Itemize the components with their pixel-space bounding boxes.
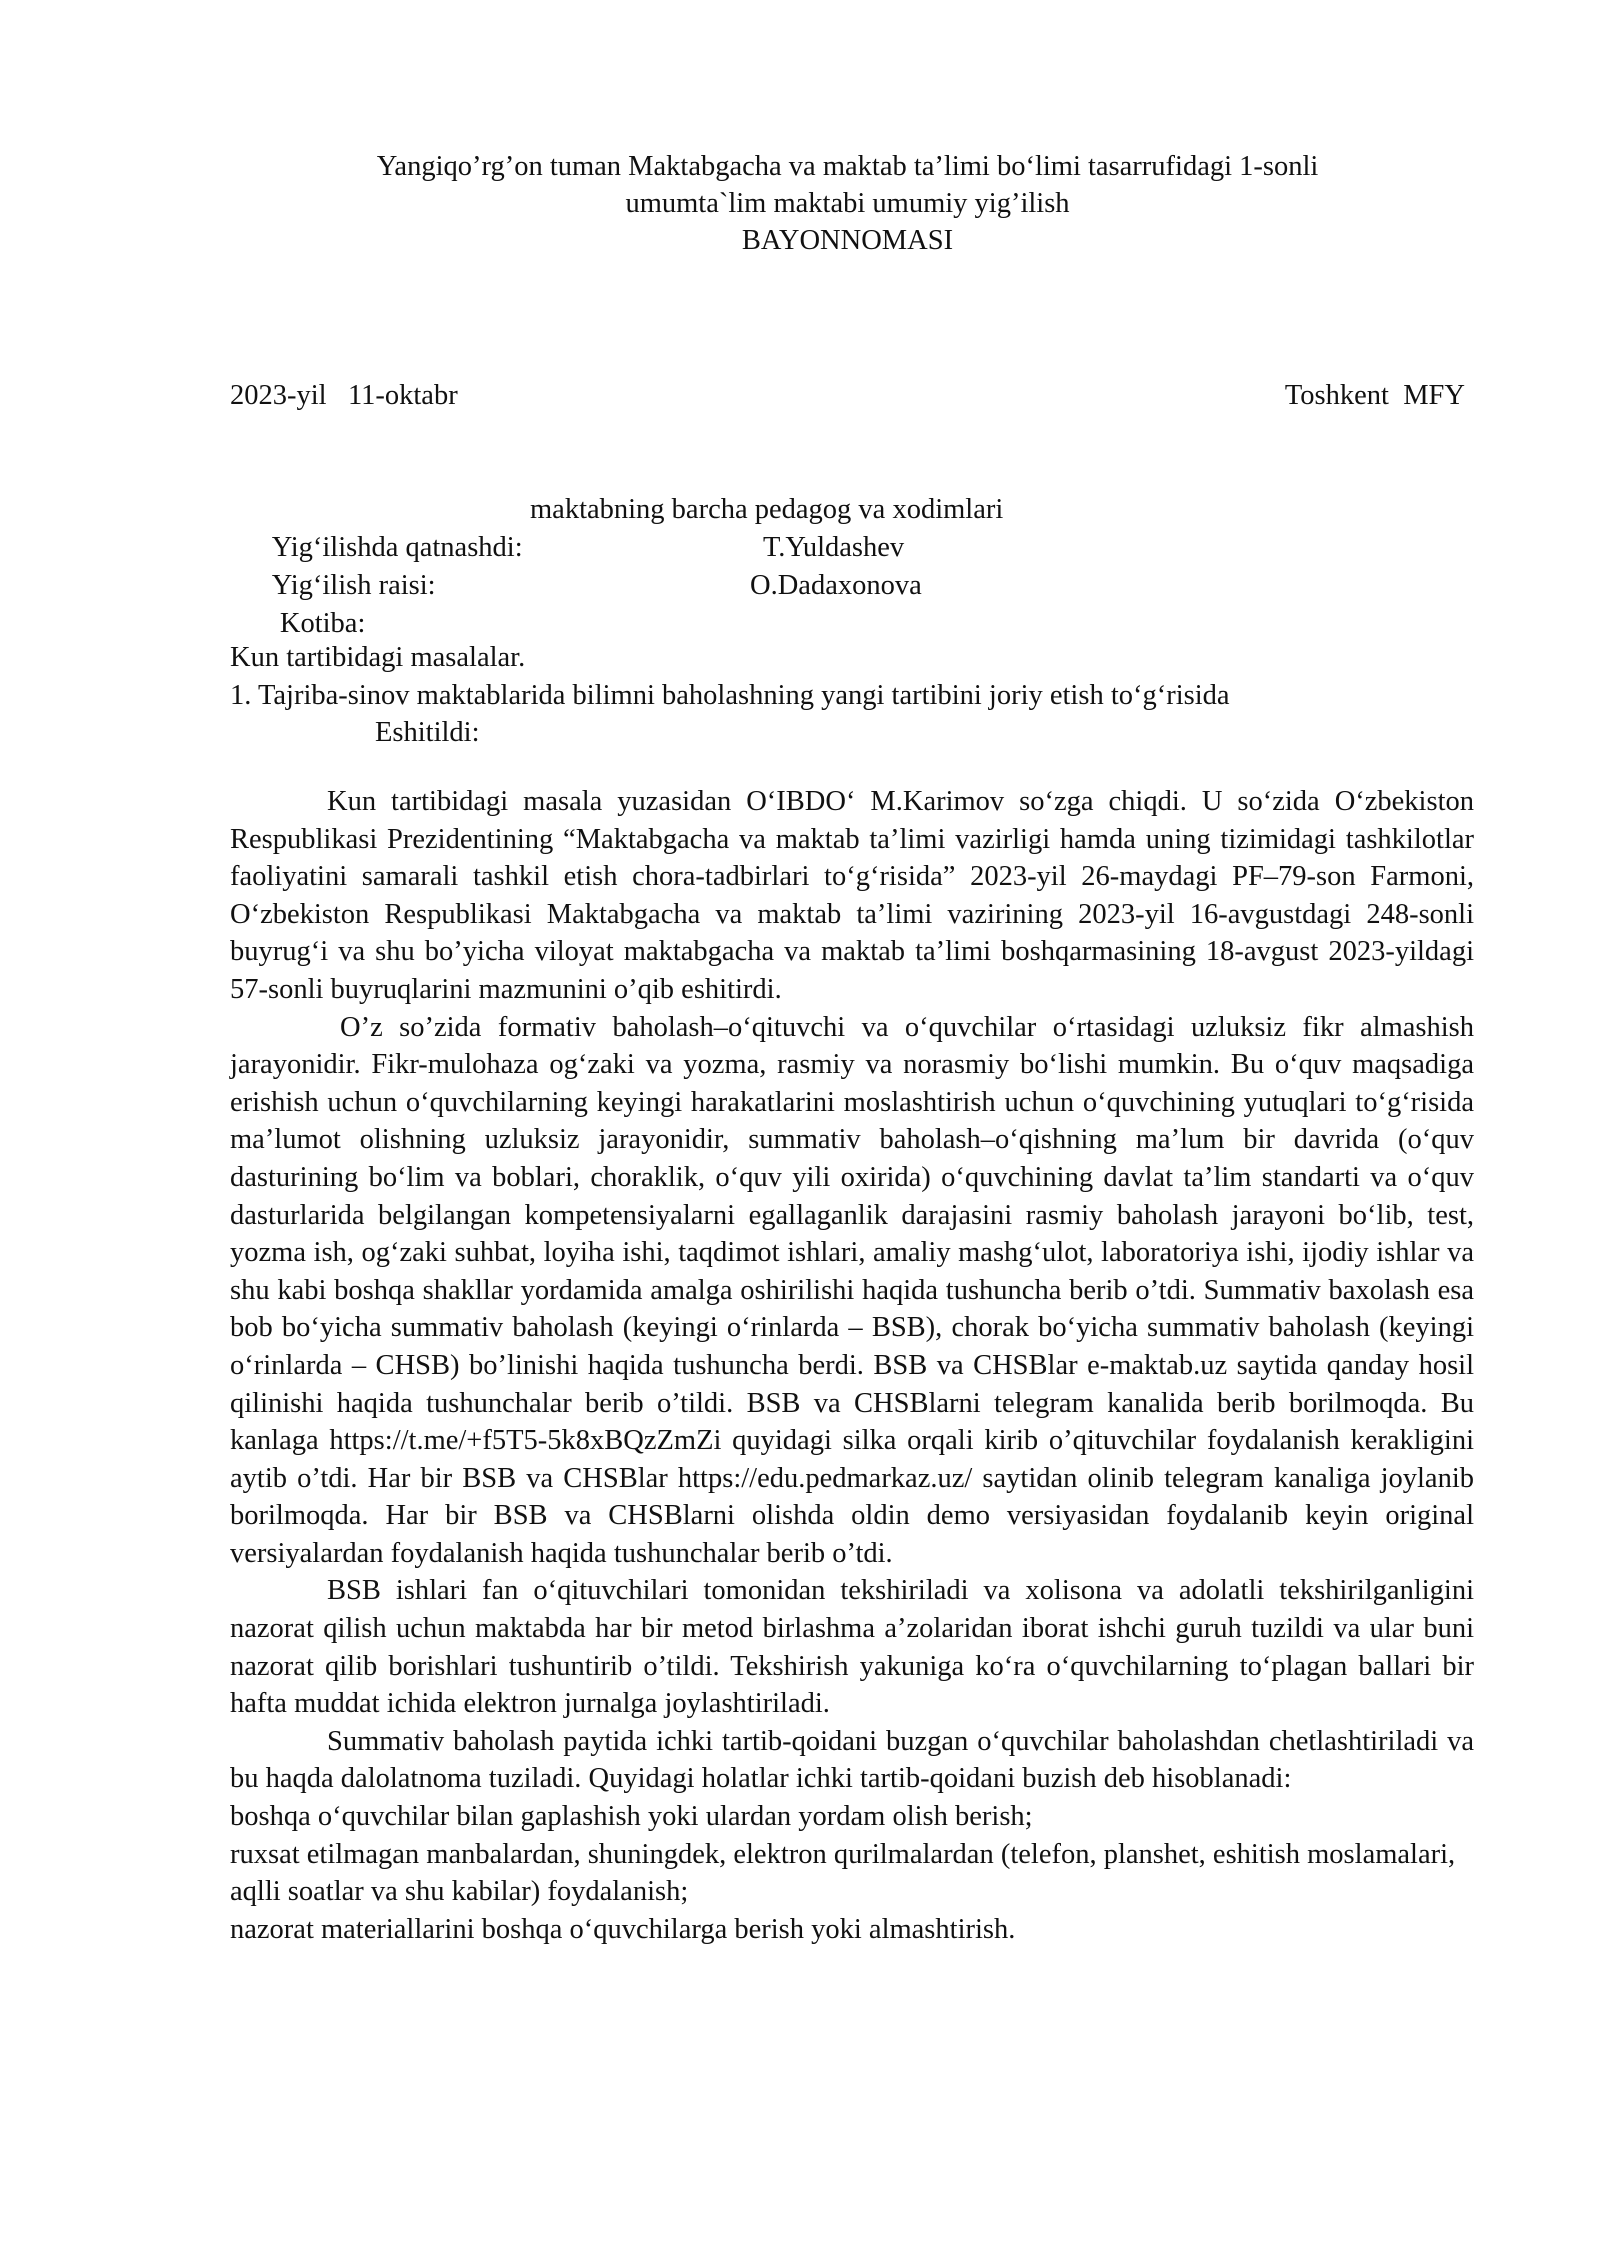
- header-line-1: Yangiqo’rg’on tuman Maktabgacha va maktab ta’limi bo‘limi tasarrufidagi 1-sonli: [376, 151, 1319, 182]
- body-paragraph-1: Kun tartibidagi masala yuzasidan O‘IBDO‘ M.Karimov so‘zga chiqdi. U so‘zida O‘zbekiston Respublikasi Prezidentining “Maktabgacha va maktab ta’limi vazirligi hamda uning tizimidagi tashkilotlar faoliyatini samarali tashkil etish chora-tadbirlari to‘g‘risida” 2023-yil 26-maydagi PF–79-son Farmoni, O‘zbekiston Respublikasi Maktabgacha va maktab ta’limi vazirining 2023-yil 16-avgustdagi 248-sonli buyrug‘i va shu bo’yicha viloyat maktabgacha va maktab ta’limi boshqarmasining 18-avgust 2023-yildagi 57-sonli buyruqlarini mazmunini o’qib eshitirdi.: [230, 786, 1474, 1005]
- body-paragraph-2: O’z so’zida formativ baholash–o‘qituvchi va o‘quvchilar o‘rtasidagi uzluksiz fikr almashish jarayonidir. Fikr-mulohaza og‘zaki va yozma, rasmiy va norasmiy bo‘lishi mumkin. Bu o‘quv maqsadiga erishish uchun o‘quvchilarning keyingi harakatlarini moslashtirish uchun o‘quvchining yutuqlari to‘g‘risida ma’lumot olishning uzluksiz jarayonidir, summativ baholash–o‘qishning ma’lum bir davrida (o‘quv dasturining bo‘lim va boblari, choraklik, o‘quv yili oxirida) o‘quvchining davlat ta’lim standarti va o‘quv dasturlarida belgilangan kompetensiyalarni egallaganlik darajasini rasmiy baholash jarayoni bo‘lib, test, yozma ish, og‘zaki suhbat, loyiha ishi, taqdimot ishlari, amaliy mashg‘ulot, laboratoriya ishi, ijodiy ishlar va shu kabi boshqa shakllar yordamida amalga oshirilishi haqida tushuncha berib o’tdi. Summativ baxolash esa bob bo‘yicha summativ baholash (keyingi o‘rinlarda – BSB), chorak bo‘yicha summativ baholash (keyingi o‘rinlarda – CHSB) bo’linishi haqida tushuncha berdi. BSB va CHSBlar e-maktab.uz saytida qanday hosil qilinishi haqida tushunchalar berib o’tildi. BSB va CHSBlarni telegram kanalida berib borilmoqda. Bu kanlaga https://t.me/+f5T5-5k8xBQzZmZi quyidagi silka orqali kirib o’qituvchilar foydalanish kerakligini aytib o’tdi. Har bir BSB va CHSBlar https://edu.pedmarkaz.uz/ saytidan olinib telegram kanaliga joylanib borilmoqda. Har bir BSB va CHSBlarni olishda oldin demo versiyasidan foydalanib keyin original versiyalardan foydalanish haqida tushunchalar berib o’tdi.: [230, 1011, 1474, 1569]
- meeting-place: Toshkent MFY: [1284, 380, 1465, 411]
- chair-label: Yig‘ilish raisi:: [271, 569, 436, 601]
- agenda-item-1: 1. Tajriba-sinov maktablarida bilimni baholashning yangi tartibini joriy etish to‘g‘risida: [230, 679, 1230, 711]
- chair-value: T.Yuldashev: [763, 532, 905, 563]
- secretary-row: [230, 567, 1470, 639]
- attendees-value: maktabning barcha pedagog va xodimlari: [530, 494, 1004, 525]
- agenda-block: [230, 639, 1470, 752]
- participants-block: [230, 491, 1470, 639]
- violation-item-2: ruxsat etilmagan manbalardan, shuningdek, elektron qurilmalardan (telefon, planshet, eshitish moslamalari, aqlli soatlar va shu kabilar) foydalanish;: [230, 1838, 1456, 1908]
- body-paragraph-3: BSB ishlari fan o‘qituvchilari tomonidan tekshiriladi va xolisona va adolatli tekshirilganligini nazorat qilish uchun maktabda har bir metod birlashma a’zolaridan iborat ishchi guruh tuzildi va ular buni nazorat qilib borishlari tushuntirib o’tildi. Tekshirish yakuniga ko‘ra o‘quvchilarning to‘plagan ballari bir hafta muddat ichida elektron jurnalga joylashtiriladi.: [230, 1575, 1474, 1720]
- header-line-2: umumta`lim maktabi umumiy yig’ilish: [625, 188, 1070, 219]
- secretary-value: O.Dadaxonova: [750, 570, 922, 601]
- document-header: [0, 148, 1600, 259]
- violation-item-3: nazorat materiallarini boshqa o‘quvchilarga berish yoki almashtirish.: [230, 1913, 1016, 1945]
- secretary-label: Kotiba:: [272, 607, 366, 639]
- violation-item-1: boshqa o‘quvchilar bilan gaplashish yoki ulardan yordam olish berish;: [230, 1801, 1033, 1833]
- minutes-body: [230, 783, 1474, 1948]
- document-title: BAYONNOMASI: [741, 225, 954, 256]
- meeting-date: 2023-yil 11-oktabr: [230, 380, 458, 411]
- heard-label: Eshitildi:: [375, 717, 480, 748]
- body-paragraph-4: Summativ baholash paytida ichki tartib-qoidani buzgan o‘quvchilar baholashdan chetlashtiriladi va bu haqda dalolatnoma tuziladi. Quyidagi holatlar ichki tartib-qoidani buzish deb hisoblanadi:: [230, 1725, 1474, 1795]
- attendees-label: Yig‘ilishda qatnashdi:: [271, 531, 523, 563]
- agenda-heading: Kun tartibidagi masalalar.: [230, 642, 526, 673]
